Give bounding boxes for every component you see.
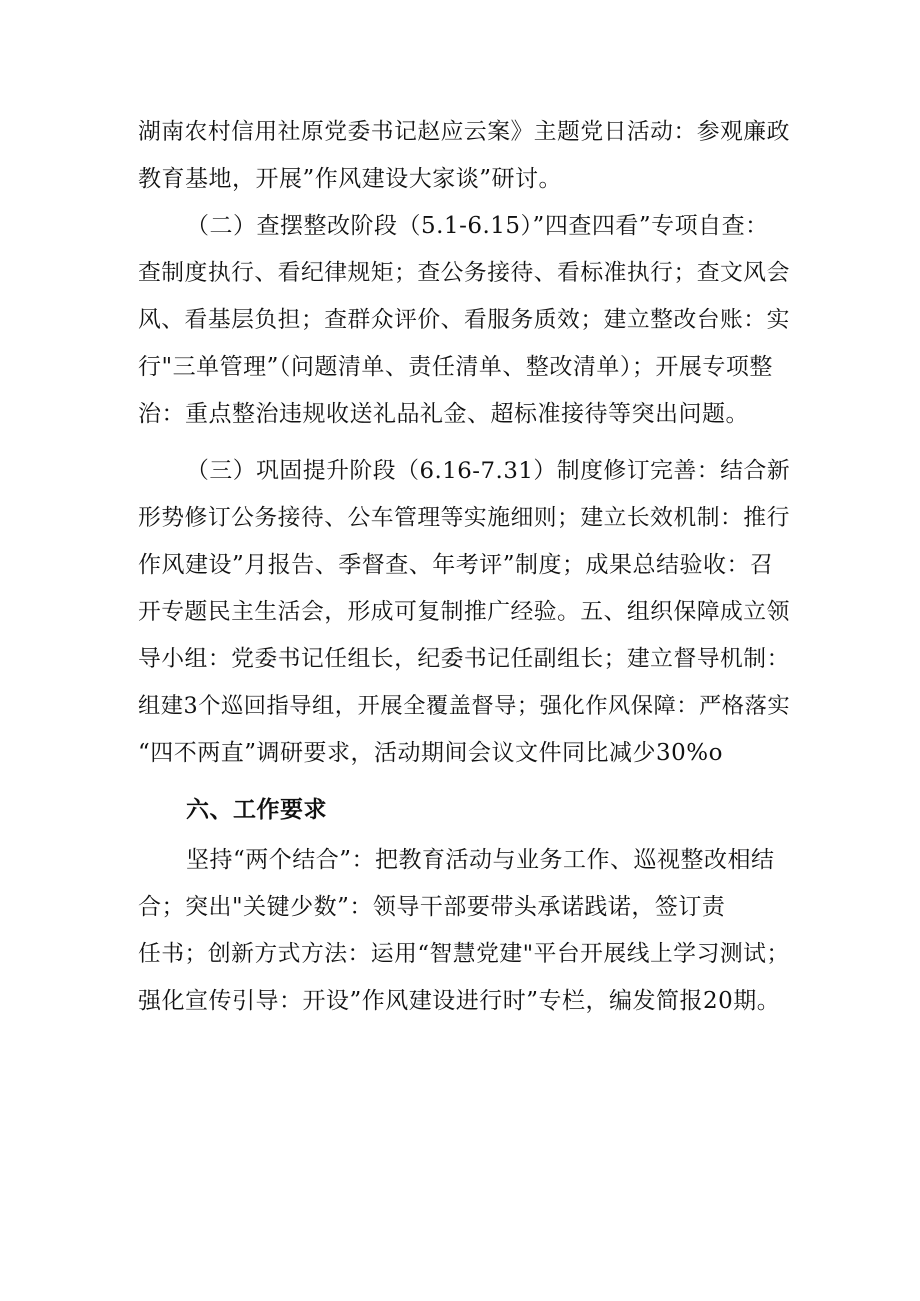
- text-line: 行"三单管理”（问题清单、责任清单、整改清单）；开展专项整: [138, 354, 773, 380]
- text-line: 开专题民主生活会，形成可复制推广经验。五、组织保障成立领: [138, 599, 790, 625]
- text-line: 作风建设”月报告、季督查、年考评”制度；成果总结验收：召: [138, 552, 774, 578]
- text-line: 导小组：党委书记任组长，纪委书记任副组长；建立督导机制：: [138, 646, 790, 672]
- text-line: 组建3个巡回指导组，开展全覆盖督导；强化作风保障：严格落实: [138, 693, 791, 719]
- section-heading: 六、工作要求: [186, 796, 327, 823]
- text-line: （三）巩固提升阶段（6.16-7.31）制度修订完善：结合新: [186, 458, 791, 484]
- text-line: 强化宣传引导：开设”作风建设进行时”专栏，编发简报20期。: [138, 988, 781, 1014]
- text-line: 任书；创新方式方法：运用“智慧党建"平台开展线上学习测试；: [138, 941, 790, 967]
- text-line: 湖南农村信用社原党委书记赵应云案》主题党日活动：参观廉政: [138, 119, 790, 145]
- text-line: 风、看基层负担；查群众评价、看服务质效；建立整改台账：实: [138, 307, 790, 333]
- text-line: 合；突出"关键少数”：领导干部要带头承诺践诺，签订责: [138, 894, 726, 920]
- text-line: （二）查摆整改阶段（5.1-6.15）”四查四看”专项自查：: [186, 213, 769, 239]
- text-line: 教育基地，开展”作风建设大家谈”研讨。: [138, 166, 563, 192]
- text-line: 治：重点整治违规收送礼品礼金、超标准接待等突出问题。: [138, 401, 749, 427]
- text-line: 形势修订公务接待、公车管理等实施细则；建立长效机制：推行: [138, 505, 790, 531]
- text-line: “四不两直”调研要求，活动期间会议文件同比减少30%o: [138, 740, 723, 766]
- text-line: 查制度执行、看纪律规矩；查公务接待、看标准执行；查文风会: [138, 260, 790, 286]
- text-line: 坚持“两个结合”：把教育活动与业务工作、巡视整改相结: [186, 847, 775, 873]
